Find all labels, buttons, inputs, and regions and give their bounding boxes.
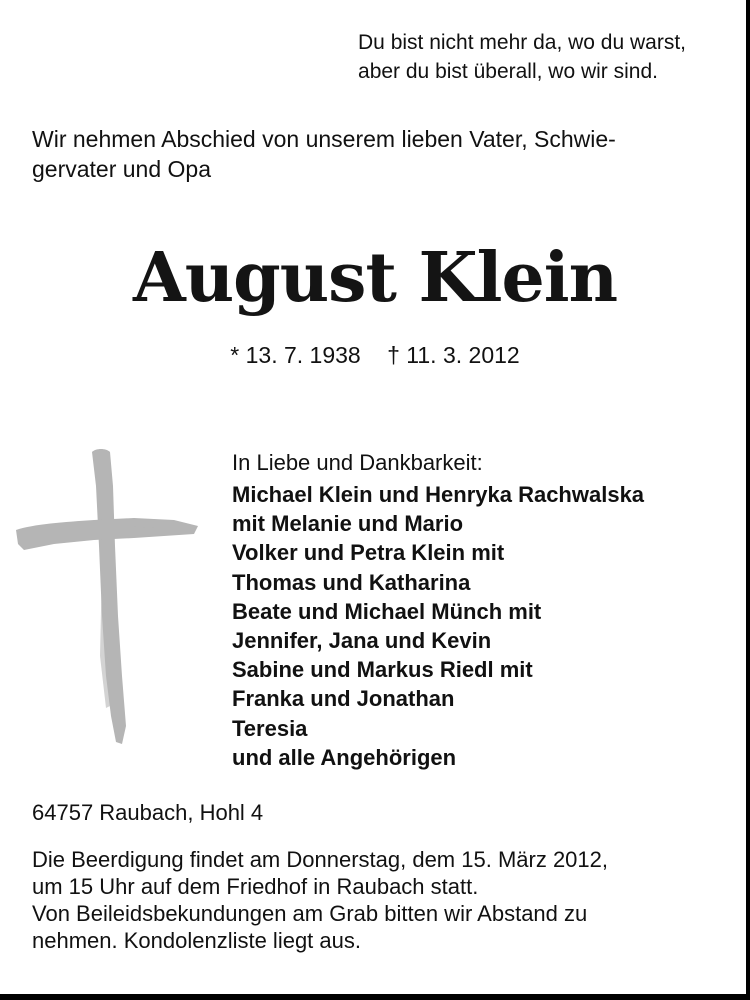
motto-quote <box>358 28 686 86</box>
mourner-line: Volker und Petra Klein mit <box>232 540 505 566</box>
mourner-line: Jennifer, Jana und Kevin <box>232 628 492 654</box>
death-date: † 11. 3. 2012 <box>387 342 520 368</box>
mourner-line: und alle Angehörigen <box>232 744 457 770</box>
birth-date: * 13. 7. 1938 <box>230 342 361 368</box>
funeral-line: Die Beerdigung findet am Donnerstag, dem 15. März 2012, <box>32 847 608 872</box>
mourner-line: mit Melanie und Mario <box>232 511 464 537</box>
life-dates <box>0 342 750 369</box>
deceased-name: August Klein <box>132 238 618 318</box>
mourner-line: Thomas und Katharina <box>232 569 471 595</box>
family-address: 64757 Raubach, Hohl 4 <box>32 800 264 825</box>
intro-line: gervater und Opa <box>32 156 212 182</box>
intro-line: Wir nehmen Abschied von unserem lieben Vater, Schwie- <box>32 126 616 152</box>
funeral-line: um 15 Uhr auf dem Friedhof in Raubach statt. <box>32 874 479 899</box>
mourner-line: Franka und Jonathan <box>232 686 455 712</box>
mourner-line: Sabine und Markus Riedl mit <box>232 657 533 683</box>
funeral-line: Von Beileidsbekundungen am Grab bitten wir Abstand zu <box>32 901 588 926</box>
motto-line: Du bist nicht mehr da, wo du warst, <box>358 31 686 54</box>
intro-text <box>32 124 722 184</box>
brush-cross-icon <box>14 446 204 746</box>
mourners-list <box>232 448 644 772</box>
mourner-line: Beate und Michael Münch mit <box>232 598 542 624</box>
funeral-line: nehmen. Kondolenzliste liegt aus. <box>32 928 361 953</box>
mourner-line: Teresia <box>232 715 308 741</box>
mourner-line: Michael Klein und Henryka Rachwalska <box>232 482 645 507</box>
thanks-line: In Liebe und Dankbarkeit: <box>232 450 483 475</box>
funeral-info <box>32 846 722 954</box>
motto-line: aber du bist überall, wo wir sind. <box>358 60 658 83</box>
